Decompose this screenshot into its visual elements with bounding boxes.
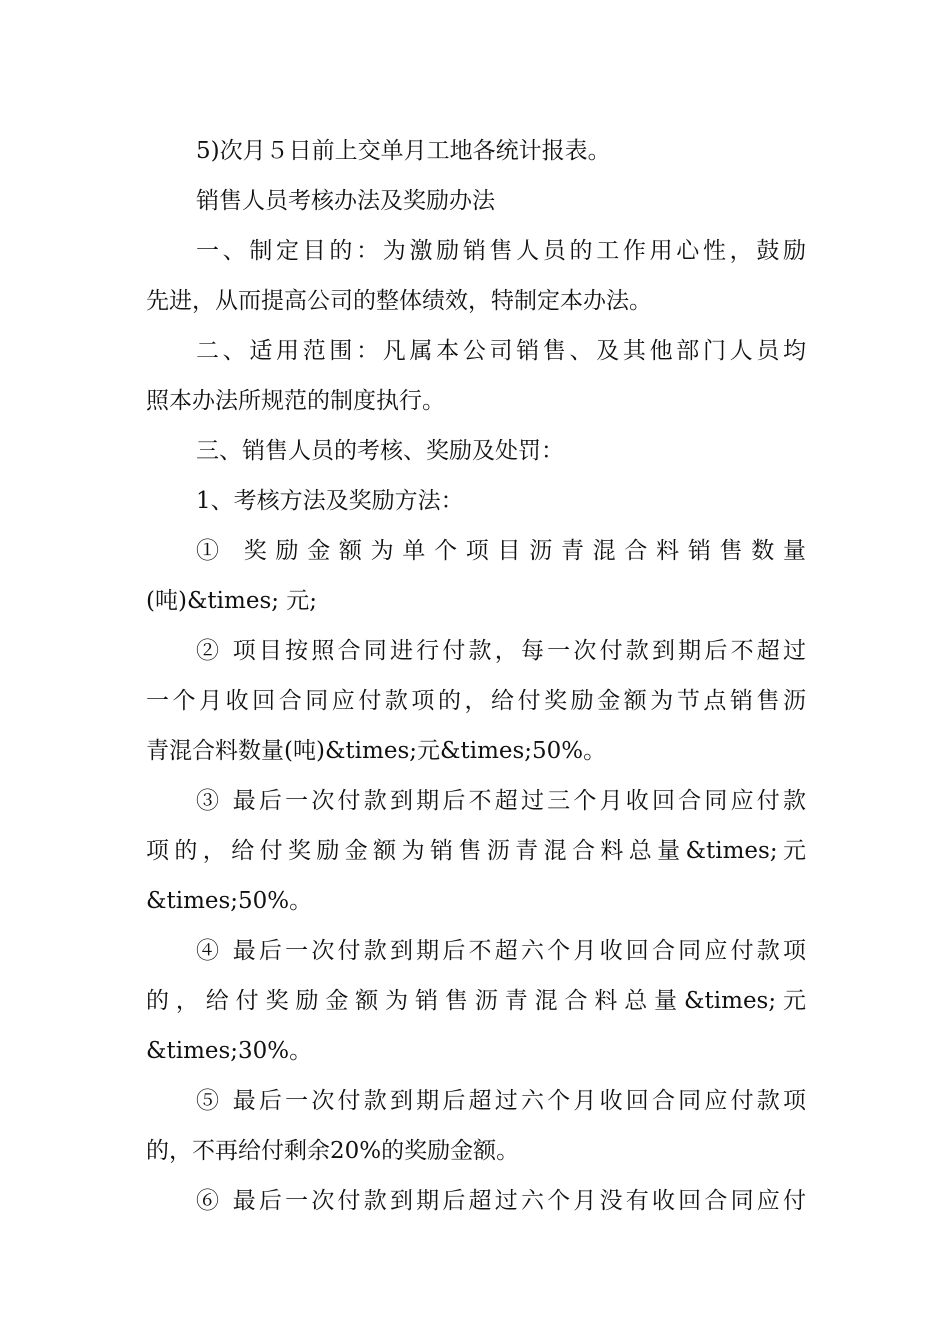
text-line: 先进，从而提高公司的整体绩效，特制定本办法。 xyxy=(146,288,652,314)
text-line: 项的，给付奖励金额为销售沥青混合料总量&times;元 xyxy=(146,838,806,864)
text-line: 5)次月５日前上交单月工地各统计报表。 xyxy=(196,138,611,164)
text-line: 青混合料数量(吨)&times;元&times;50%。 xyxy=(146,738,607,764)
text-line: ③ 最后一次付款到期后不超过三个月收回合同应付款 xyxy=(196,788,806,814)
text-line: &times;50%。 xyxy=(146,888,313,914)
text-line: 一、制定目的：为激励销售人员的工作用心性，鼓励 xyxy=(196,238,806,264)
section-title: 销售人员考核办法及奖励办法 xyxy=(196,188,495,214)
text-line: 二、适用范围：凡属本公司销售、及其他部门人员均 xyxy=(196,338,806,364)
text-line: ④ 最后一次付款到期后不超六个月收回合同应付款项 xyxy=(196,938,806,964)
text-line: (吨)&times; 元; xyxy=(146,588,318,614)
text-line: ① 奖励金额为单个项目沥青混合料销售数量 xyxy=(196,538,806,564)
text-line: &times;30%。 xyxy=(146,1038,313,1064)
text-line: ⑤ 最后一次付款到期后超过六个月收回合同应付款项 xyxy=(196,1088,806,1114)
text-line: 的，不再给付剩余20%的奖励金额。 xyxy=(146,1138,520,1164)
text-line: 三、销售人员的考核、奖励及处罚： xyxy=(196,438,564,464)
text-line: 1、考核方法及奖励方法： xyxy=(196,488,464,514)
text-line: ② 项目按照合同进行付款，每一次付款到期后不超过 xyxy=(196,638,806,664)
text-line: 照本办法所规范的制度执行。 xyxy=(146,388,445,414)
text-line: ⑥ 最后一次付款到期后超过六个月没有收回合同应付 xyxy=(196,1188,806,1214)
text-line: 一个月收回合同应付款项的，给付奖励金额为节点销售沥 xyxy=(146,688,806,714)
text-line: 的，给付奖励金额为销售沥青混合料总量&times;元 xyxy=(146,988,806,1014)
